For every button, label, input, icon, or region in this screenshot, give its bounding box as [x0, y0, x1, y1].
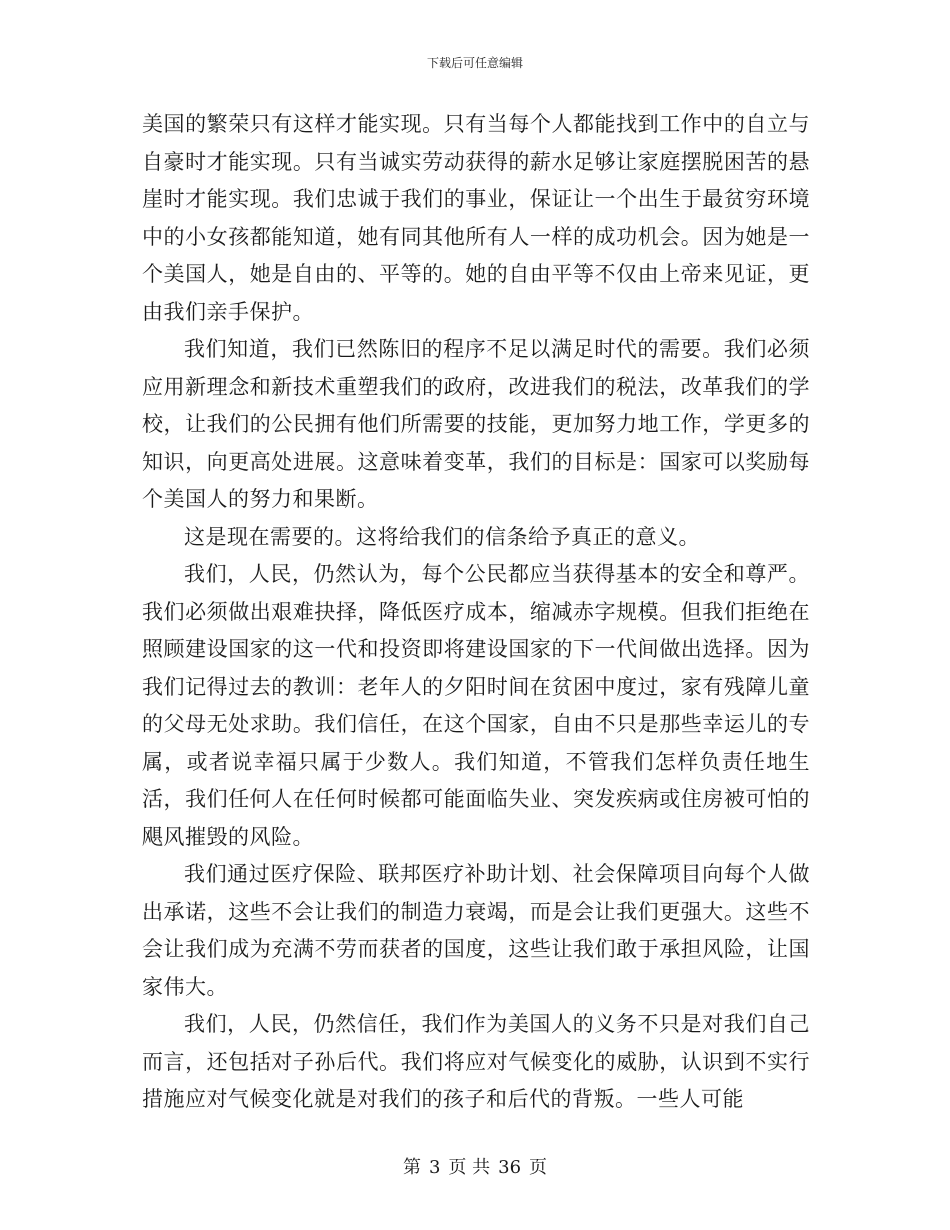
paragraph-5: 我们通过医疗保险、联邦医疗补助计划、社会保障项目向每个人做出承诺，这些不会让我们的制造力衰竭，而是会让我们更强大。这些不会让我们成为充满不劳而获者的国度，这些让我们敢于承担风险，让国家伟大。 [142, 862, 810, 999]
paragraph-3: 这是现在需要的。这将给我们的信条给予真正的意义。 [184, 524, 700, 549]
paragraph-4: 我们，人民，仍然认为，每个公民都应当获得基本的安全和尊严。我们必须做出艰难抉择，降低医疗成本，缩减赤字规模。但我们拒绝在照顾建设国家的这一代和投资即将建设国家的下一代间做出选择。因为我们记得过去的教训：老年人的夕阳时间在贫困中度过，家有残障儿童的父母无处求助。我们信任，在这个国家，自由不只是那些幸运儿的专属，或者说幸福只属于少数人。我们知道，不管我们怎样负责任地生活，我们任何人在任何时候都可能面临失业、突发疾病或住房被可怕的飓风摧毁的风险。 [142, 562, 810, 849]
page-label-prefix: 第 [402, 1157, 421, 1178]
page-footer [0, 1157, 950, 1179]
document-body [142, 106, 810, 1119]
page-label-suffix: 页 [529, 1157, 548, 1178]
paragraph-6: 我们，人民，仍然信任，我们作为美国人的义务不只是对我们自己而言，还包括对子孙后代。我们将应对气候变化的威胁，认识到不实行措施应对气候变化就是对我们的孩子和后代的背叛。一些人可能 [142, 1012, 810, 1111]
page-header: 下载后可任意编辑 [426, 56, 523, 70]
paragraph-2: 我们知道，我们已然陈旧的程序不足以满足时代的需要。我们必须应用新理念和新技术重塑我们的政府，改进我们的税法，改革我们的学校，让我们的公民拥有他们所需要的技能，更加努力地工作，学更多的知识，向更高处进展。这意味着变革，我们的目标是：国家可以奖励每个美国人的努力和果断。 [142, 337, 810, 511]
paragraph-1: 美国的繁荣只有这样才能实现。只有当每个人都能找到工作中的自立与自豪时才能实现。只有当诚实劳动获得的薪水足够让家庭摆脱困苦的悬崖时才能实现。我们忠诚于我们的事业，保证让一个出生于最贫穷环境中的小女孩都能知道，她有同其他所有人一样的成功机会。因为她是一个美国人，她是自由的、平等的。她的自由平等不仅由上帝来见证，更由我们亲手保护。 [142, 112, 810, 324]
current-page-number: 3 [428, 1157, 441, 1178]
total-pages-number: 36 [498, 1157, 522, 1178]
page-label-mid: 页 共 [448, 1157, 491, 1178]
